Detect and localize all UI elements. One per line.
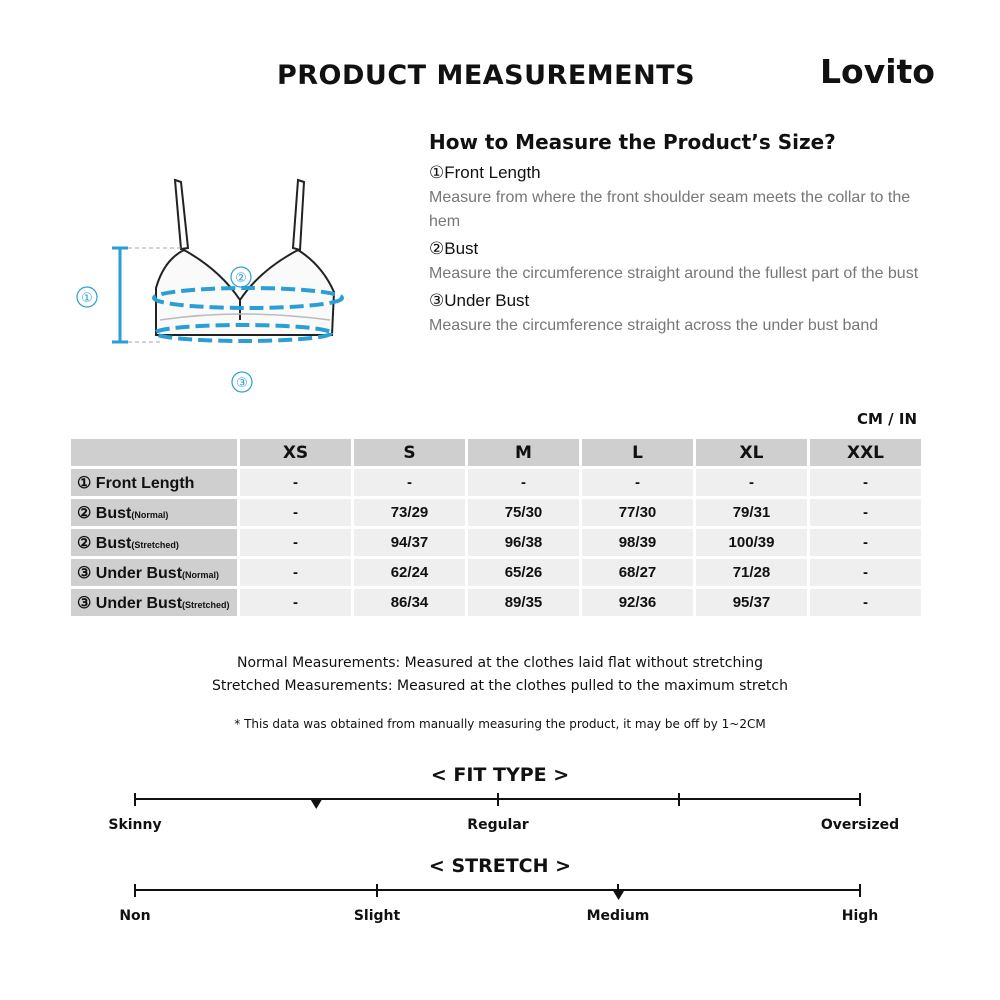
- bust-desc: Measure the circumference straight around the fullest part of the bust: [429, 265, 919, 282]
- row-label-sub: (Stretched): [182, 599, 230, 610]
- fit-label-regular: Regular: [467, 817, 529, 833]
- fit-type-title: < FIT TYPE >: [430, 764, 570, 786]
- front-length-title: ①Front Length: [429, 163, 541, 182]
- table-cell: 94/37: [354, 529, 465, 556]
- right-strap: [293, 180, 304, 250]
- brand-logo: Lovito: [820, 52, 935, 91]
- table-row: [71, 589, 921, 616]
- disclaimer: * This data was obtained from manually measuring the product, it may be off by 1~2CM: [234, 717, 766, 731]
- table-cell: 86/34: [354, 589, 465, 616]
- row-label-text: ② Bust: [77, 504, 132, 522]
- front-length-desc: Measure from where the front shoulder seam meets the collar to the hem: [429, 189, 911, 230]
- table-row: [71, 529, 921, 556]
- table-cell: -: [696, 469, 807, 496]
- table-cell: 65/26: [468, 559, 579, 586]
- row-label-text: ① Front Length: [77, 474, 195, 492]
- table-cell: -: [240, 529, 351, 556]
- row-label-sub: (Stretched): [131, 539, 179, 550]
- stretch-label-non: Non: [119, 908, 151, 924]
- size-table: [68, 436, 924, 619]
- table-cell: -: [810, 589, 921, 616]
- fit-label-skinny: Skinny: [108, 817, 162, 833]
- table-row: [71, 469, 921, 496]
- table-cell: 68/27: [582, 559, 693, 586]
- under-bust-title: ③Under Bust: [429, 291, 530, 310]
- marker-1: ①: [81, 291, 93, 306]
- table-row: [71, 559, 921, 586]
- stretched-note: Stretched Measurements: Measured at the clothes pulled to the maximum stretch: [212, 678, 788, 694]
- how-to-heading: How to Measure the Product’s Size?: [429, 130, 836, 154]
- row-label: [71, 559, 237, 586]
- table-cell: -: [810, 559, 921, 586]
- stretch-scale: [0, 881, 1000, 905]
- table-cell: 75/30: [468, 499, 579, 526]
- table-cell: 89/35: [468, 589, 579, 616]
- table-header-row: [71, 439, 921, 466]
- page-title: PRODUCT MEASUREMENTS: [276, 60, 696, 91]
- table-cell: -: [240, 499, 351, 526]
- how-to-measure: [429, 130, 929, 342]
- table-cell: 95/37: [696, 589, 807, 616]
- table-cell: -: [810, 529, 921, 556]
- stretch-label-high: High: [841, 908, 879, 924]
- table-cell: 100/39: [696, 529, 807, 556]
- table-cell: 73/29: [354, 499, 465, 526]
- size-header-s: S: [354, 439, 465, 466]
- bust-title: ②Bust: [429, 239, 479, 258]
- table-cell: 92/36: [582, 589, 693, 616]
- size-header-xl: XL: [696, 439, 807, 466]
- table-cell: 96/38: [468, 529, 579, 556]
- table-cell: -: [240, 589, 351, 616]
- table-corner: [71, 439, 237, 466]
- row-label: [71, 589, 237, 616]
- table-cell: 62/24: [354, 559, 465, 586]
- fit-label-oversized: Oversized: [820, 817, 900, 833]
- row-label-sub: (Normal): [131, 509, 169, 520]
- under-bust-desc: Measure the circumference straight across the under bust band: [429, 317, 879, 334]
- row-label: [71, 529, 237, 556]
- measurement-notes: [0, 652, 1000, 698]
- size-header-m: M: [468, 439, 579, 466]
- table-cell: -: [240, 469, 351, 496]
- row-label-text: ③ Under Bust: [77, 564, 183, 582]
- unit-label: CM / IN: [857, 410, 917, 428]
- bra-diagram: [60, 170, 360, 400]
- row-label-sub: (Normal): [182, 569, 220, 580]
- table-cell: -: [810, 499, 921, 526]
- marker-3: ③: [236, 376, 248, 391]
- row-label-text: ③ Under Bust: [77, 594, 183, 612]
- fit-position-marker: [310, 799, 322, 809]
- table-cell: 77/30: [582, 499, 693, 526]
- table-cell: -: [582, 469, 693, 496]
- table-cell: 71/28: [696, 559, 807, 586]
- size-header-xs: XS: [240, 439, 351, 466]
- table-cell: -: [810, 469, 921, 496]
- table-cell: 98/39: [582, 529, 693, 556]
- table-row: [71, 499, 921, 526]
- stretch-label-medium: Medium: [586, 908, 650, 924]
- normal-note: Normal Measurements: Measured at the clothes laid flat without stretching: [237, 655, 763, 671]
- left-strap: [175, 180, 188, 249]
- table-cell: 79/31: [696, 499, 807, 526]
- size-header-l: L: [582, 439, 693, 466]
- size-header-xxl: XXL: [810, 439, 921, 466]
- table-cell: -: [354, 469, 465, 496]
- fit-type-scale: [0, 790, 1000, 814]
- table-cell: -: [240, 559, 351, 586]
- stretch-label-slight: Slight: [353, 908, 401, 924]
- marker-2: ②: [235, 271, 247, 286]
- row-label: [71, 469, 237, 496]
- stretch-position-marker: [613, 890, 625, 900]
- row-label: [71, 499, 237, 526]
- row-label-text: ② Bust: [77, 534, 132, 552]
- table-cell: -: [468, 469, 579, 496]
- stretch-title: < STRETCH >: [428, 855, 572, 877]
